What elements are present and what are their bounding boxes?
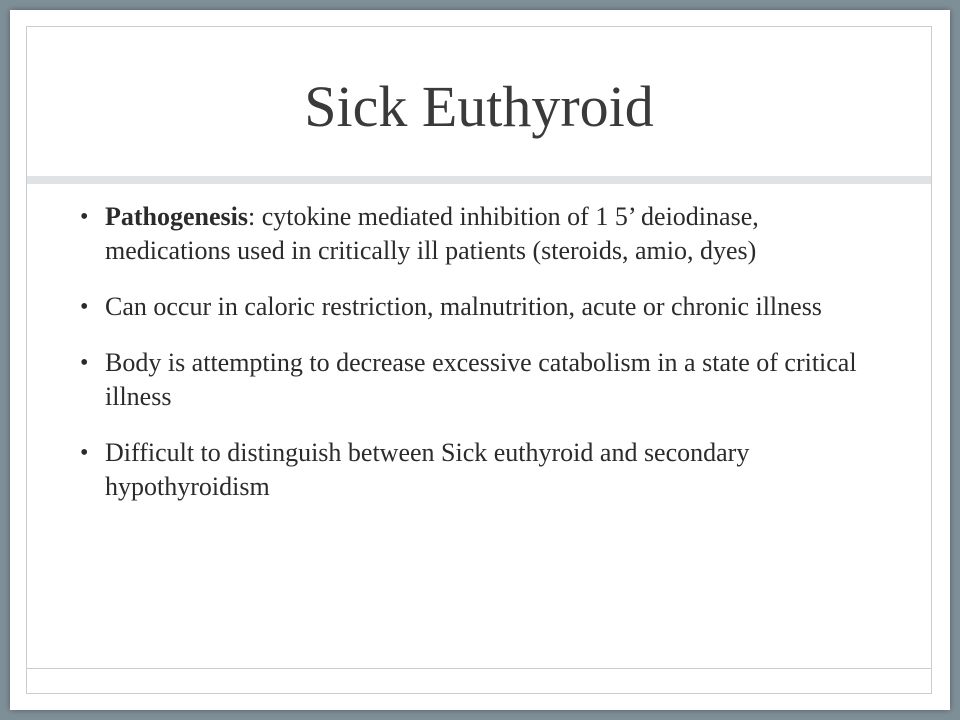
footer-divider: [27, 668, 931, 669]
bullet-item-distinguish: [72, 436, 862, 504]
bullet-item-pathogenesis: [72, 200, 862, 268]
bullet-list: [72, 200, 862, 504]
title-area: [27, 27, 931, 177]
bullet-lead-text: Pathogenesis: [105, 202, 248, 231]
bullet-icon: •: [80, 350, 89, 376]
bullet-item-occurrence: [72, 290, 862, 324]
slide-content: [72, 200, 862, 526]
bullet-icon: •: [80, 204, 89, 230]
bullet-text: Can occur in caloric restriction, malnutrition, acute or chronic illness: [105, 292, 822, 321]
bullet-text: Difficult to distinguish between Sick euthyroid and secondary hypothyroidism: [105, 438, 750, 501]
bullet-icon: •: [80, 294, 89, 320]
title-divider: [27, 176, 931, 184]
bullet-icon: •: [80, 440, 89, 466]
slide-title: Sick Euthyroid: [304, 73, 654, 139]
bullet-text: : cytokine mediated inhibition of 1 5’ deiodinase, medications used in critically ill patients (steroids, amio, dyes): [105, 202, 759, 265]
slide: [10, 10, 950, 710]
bullet-item-catabolism: [72, 346, 862, 414]
bullet-text: Body is attempting to decrease excessive catabolism in a state of critical illness: [105, 348, 857, 411]
